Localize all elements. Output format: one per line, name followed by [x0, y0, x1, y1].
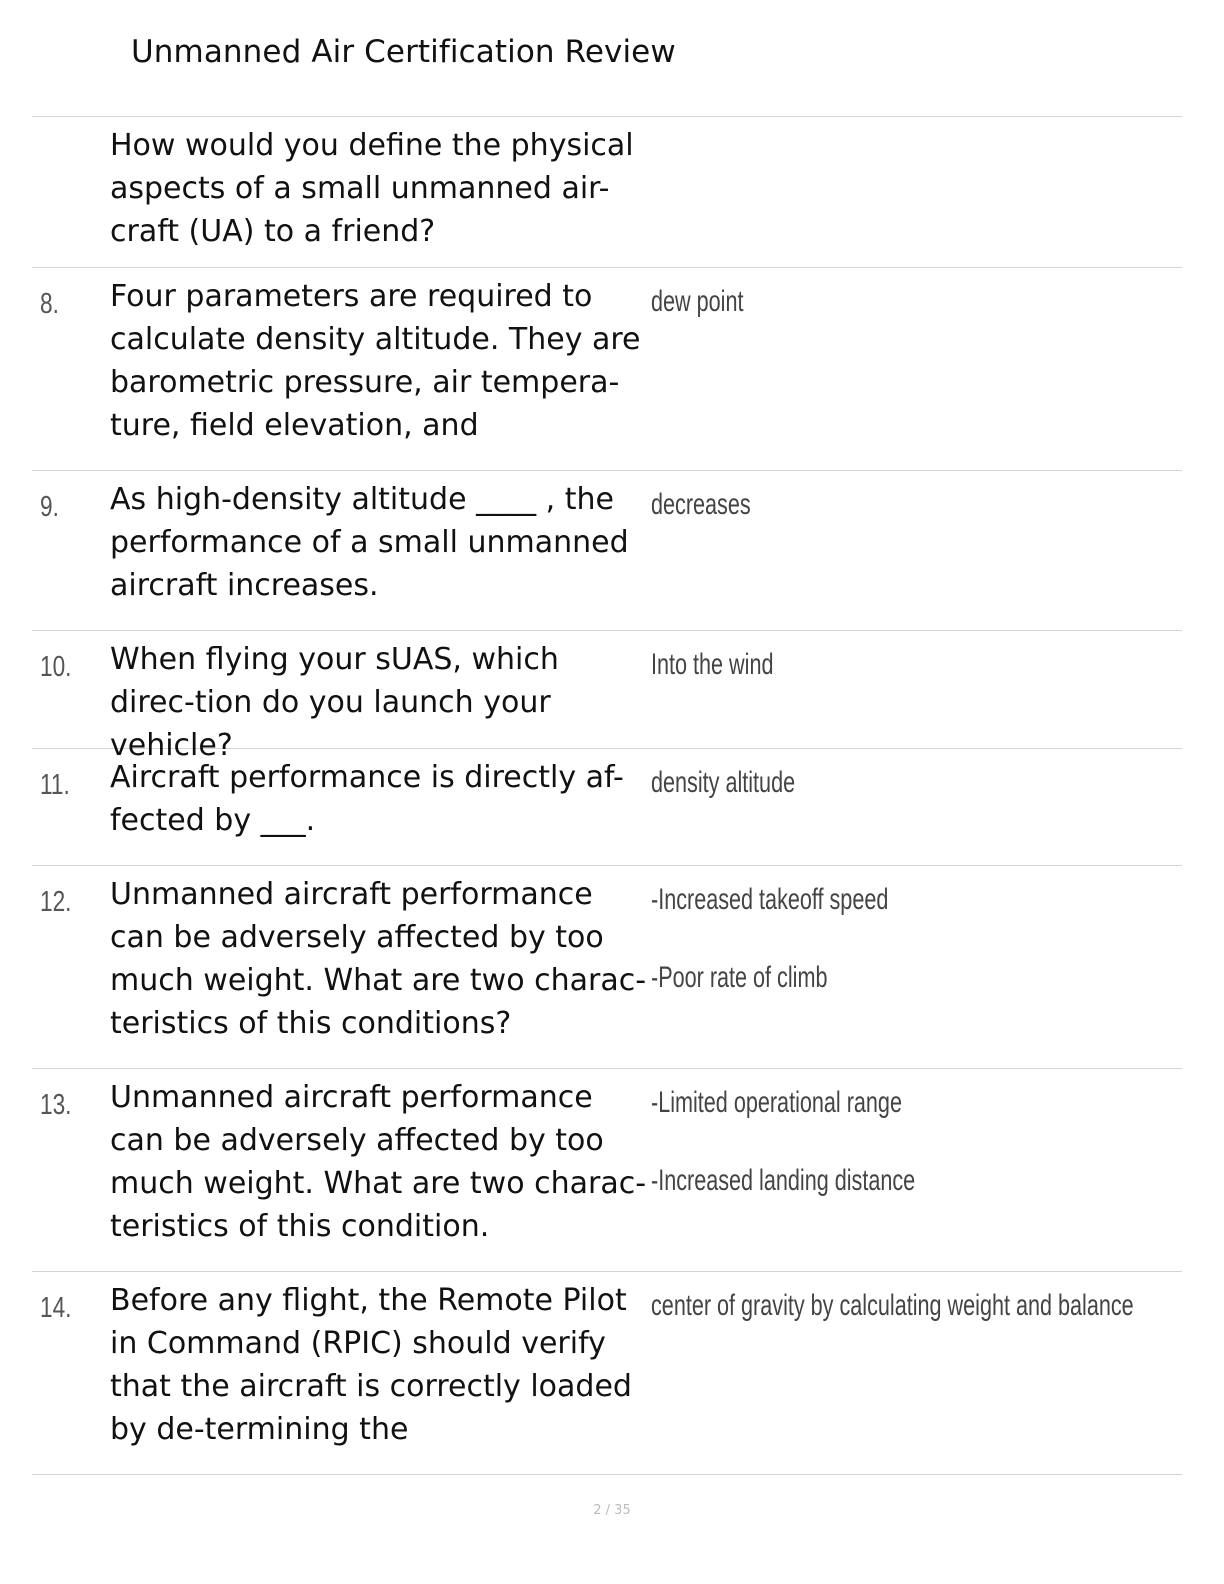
row-number: 8.: [40, 288, 59, 320]
page-title: Unmanned Air Certification Review: [131, 34, 676, 70]
answer-line: dew point: [651, 285, 744, 318]
question-text: When flying your sUAS, which direc-tion do you launch your vehicle?: [110, 642, 559, 763]
question-text: As high-density altitude ____ , the performance of a small unmanned aircraft increases.: [110, 482, 629, 603]
table-row: [32, 268, 1182, 471]
answer-text: [651, 764, 1169, 842]
answer-line: -Poor rate of climb: [651, 961, 828, 994]
table-row: [32, 1069, 1182, 1272]
answer-text: [651, 283, 1169, 361]
row-number: 12.: [40, 886, 72, 918]
row-number: 14.: [40, 1292, 72, 1324]
question-text: Unmanned aircraft performance can be adversely affected by too much weight. What are two charac-teristics of this conditions?: [110, 877, 647, 1041]
table-row: [32, 471, 1182, 631]
question-text: Before any flight, the Remote Pilot in Command (RPIC) should verify that the aircraft is correctly loaded by de-termining the: [110, 1283, 632, 1447]
page-indicator: 2 / 35: [593, 1503, 631, 1518]
answer-line: density altitude: [651, 766, 796, 799]
answer-line: -Increased landing distance: [651, 1164, 916, 1197]
answer-line: -Limited operational range: [651, 1086, 902, 1119]
answer-line: decreases: [651, 488, 751, 521]
question-text: Unmanned aircraft performance can be adversely affected by too much weight. What are two charac-teristics of this condition.: [110, 1080, 647, 1244]
table-row: [32, 631, 1182, 763]
answer-line: Into the wind: [651, 648, 774, 681]
question-text: Aircraft performance is directly af-fected by ___.: [110, 760, 624, 838]
table-row: [32, 1272, 1182, 1475]
question-text: How would you define the physical aspects of a small unmanned air-craft (UA) to a friend?: [110, 128, 634, 249]
answer-line: center of gravity by calculating weight and balance: [651, 1289, 1134, 1322]
flashcard-table: [32, 116, 1182, 1475]
row-number: 10.: [40, 651, 72, 683]
answer-text: [651, 1084, 1169, 1240]
row-number: 11.: [40, 769, 70, 801]
row-number: 13.: [40, 1089, 72, 1121]
table-row: [32, 117, 1182, 268]
table-row: [32, 749, 1182, 866]
row-number: 9.: [40, 491, 59, 523]
table-row: [32, 866, 1182, 1069]
answer-text: [651, 1287, 1169, 1365]
answer-text: [651, 881, 1169, 1037]
answer-text: [651, 646, 1169, 724]
answer-text: [651, 486, 1169, 564]
answer-line: -Increased takeoff speed: [651, 883, 889, 916]
question-text: Four parameters are required to calculate density altitude. They are barometric pressure, air tempera-ture, field elevation, and: [110, 279, 641, 443]
